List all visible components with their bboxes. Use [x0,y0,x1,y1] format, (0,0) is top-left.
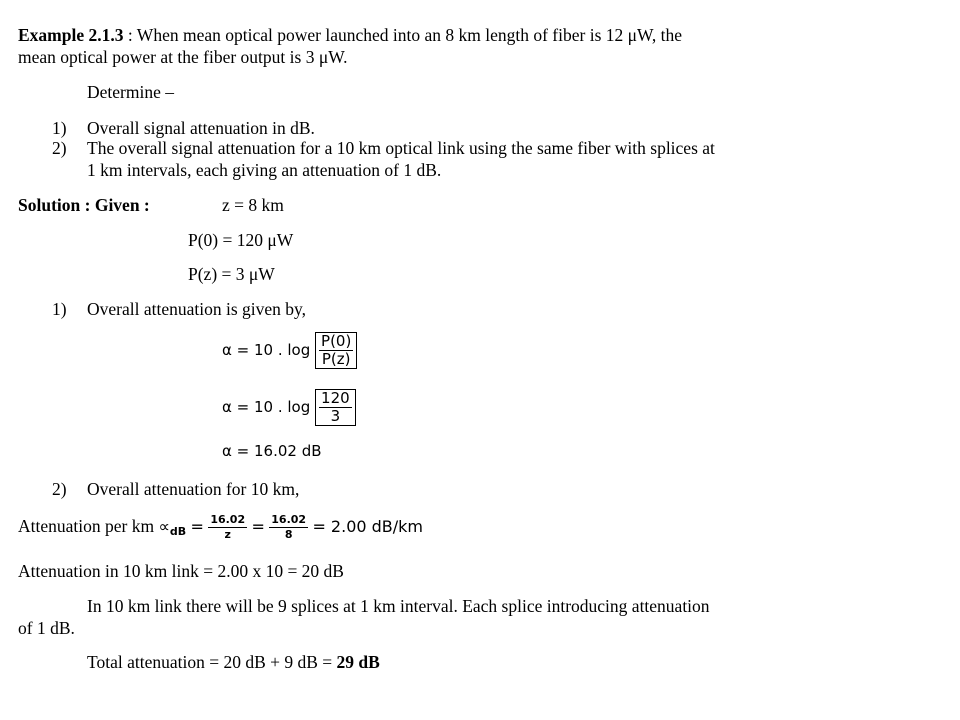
total-attenuation-line [87,651,380,673]
item-2-text-2: 1 km intervals, each giving an attenuation of 1 dB. [87,160,442,180]
item-1-number: 1) [52,118,67,138]
eq2-numerator: 120 [321,389,350,407]
equation-2 [222,389,356,426]
frac-2-numerator: 16.02 [271,513,307,527]
given-label: : Given : [80,195,150,215]
example-label: Example 2.1.3 [18,25,124,45]
eq1-denominator: P(z) [321,350,351,368]
part2-number: 2) [52,479,67,499]
frac-1 [208,513,247,542]
part1-number: 1) [52,299,67,319]
given-p0: P(0) = 120 μW [188,230,294,250]
eq2-fraction [319,390,352,425]
alpha-subscript: dB [169,525,187,538]
per-km-result: = 2.00 dB/km [312,517,424,536]
determine-heading: Determine – [87,82,174,102]
equation-3: α = 16.02 dB [222,442,322,460]
eq1-fraction [319,333,353,368]
part2-heading: Overall attenuation for 10 km, [87,479,300,499]
equals-1: = [190,517,204,536]
frac-2 [269,513,308,542]
frac-1-numerator: 16.02 [210,513,246,527]
item-2-number: 2) [52,138,67,158]
frac-1-denominator: z [224,528,231,542]
given-pz: P(z) = 3 μW [188,264,275,284]
eq1-numerator: P(0) [321,332,352,350]
eq2-lhs: α = 10 . log [222,398,311,416]
equation-1 [222,332,357,369]
per-km-line [18,509,423,549]
item-1-text: Overall signal attenuation in dB. [87,118,315,138]
solution-heading [18,194,150,216]
solution-label: Solution [18,195,81,215]
item-2-text-1: The overall signal attenuation for a 10 km optical link using the same fiber with splices at [87,138,715,158]
problem-text-1: : When mean optical power launched into an 8 km length of fiber is 12 μW, the [123,25,683,45]
eq2-denominator: 3 [330,407,341,425]
problem-line-2: mean optical power at the fiber output is 3 μW. [18,47,348,67]
eq1-lhs: α = 10 . log [222,341,311,359]
eq2-bracket [315,389,356,426]
alpha-symbol: ∝ [158,517,170,536]
total-text: Total attenuation = 20 dB + 9 dB = [87,652,337,672]
total-value: 29 dB [336,652,380,672]
problem-line-1 [18,24,682,46]
per-km-label: Attenuation per km [18,516,159,536]
splice-line-2: of 1 dB. [18,618,75,638]
frac-2-denominator: 8 [284,528,293,542]
given-z: z = 8 km [222,195,284,215]
link-attenuation-line: Attenuation in 10 km link = 2.00 x 10 = 20 dB [18,561,344,581]
splice-line-1: In 10 km link there will be 9 splices at 1 km interval. Each splice introducing attenuation [87,596,710,616]
eq1-bracket [315,332,357,369]
equals-2: = [251,517,265,536]
part1-heading: Overall attenuation is given by, [87,299,307,319]
